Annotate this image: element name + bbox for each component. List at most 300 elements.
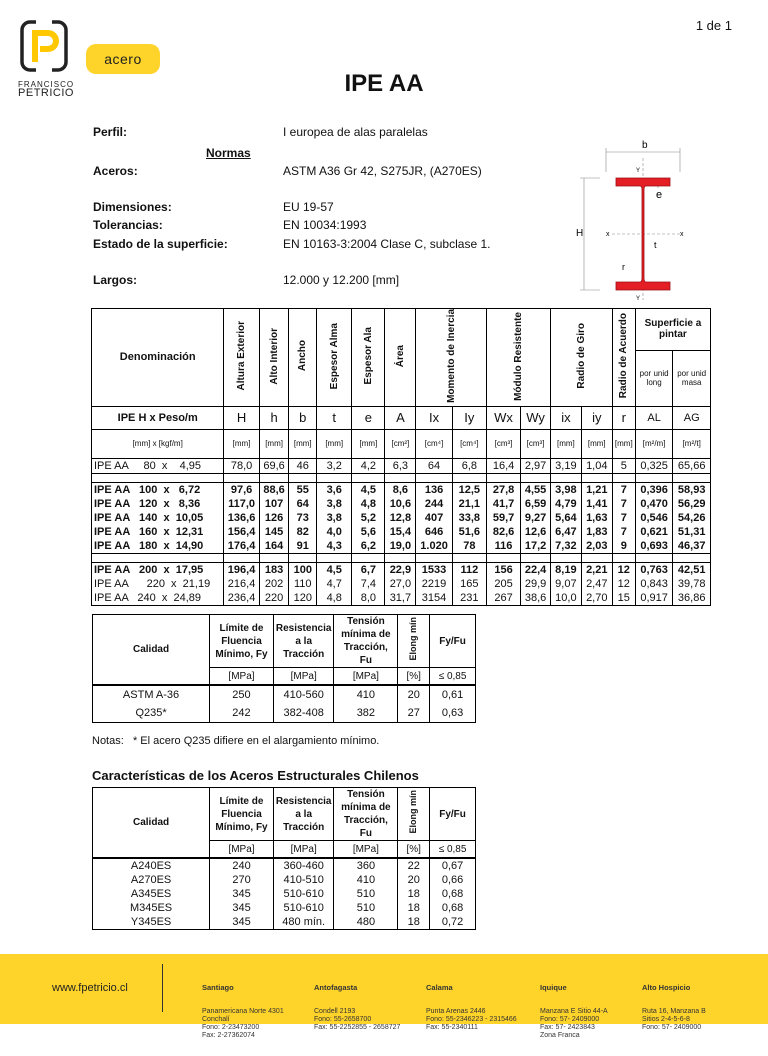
symbol-cell: Ix <box>416 406 452 429</box>
value-cell: 205 <box>486 577 520 591</box>
largos-value: 12.000 y 12.200 [mm] <box>283 273 400 287</box>
value-cell: 1,04 <box>581 458 612 473</box>
value-cell: 107 <box>259 497 289 511</box>
steel-grade-cell: ASTM A-36 <box>93 685 210 704</box>
value-cell: 0,72 <box>430 915 476 930</box>
value-cell: 0,68 <box>430 901 476 915</box>
steel-grade-cell: A270ES <box>93 873 210 887</box>
symbol-cell: e <box>352 406 385 429</box>
col-radio-acuerdo: Radio de Acuerdo <box>618 313 630 399</box>
symbol-cell: r <box>612 406 635 429</box>
value-cell: 7 <box>612 525 635 539</box>
footer <box>0 954 768 1039</box>
symbol-cell: H <box>224 406 259 429</box>
col-por-unid-masa: por unid masa <box>673 350 711 406</box>
value-cell: 27,8 <box>486 482 520 497</box>
estado-label: Estado de la superficie: <box>93 237 228 251</box>
value-cell: 0,66 <box>430 873 476 887</box>
calidad-header: Calidad <box>93 788 210 859</box>
value-cell: 382 <box>334 704 398 723</box>
value-cell: 78,0 <box>224 458 259 473</box>
value-cell: 58,93 <box>673 482 711 497</box>
dimensiones-label: Dimensiones: <box>93 200 172 214</box>
ipe-section-diagram <box>570 130 702 302</box>
table-row <box>92 482 711 497</box>
value-cell: 0,67 <box>430 858 476 873</box>
unit-cell: [mm] <box>612 429 635 458</box>
unit-cell: [mm] <box>581 429 612 458</box>
value-cell: 0,917 <box>635 591 673 606</box>
value-cell: 510-610 <box>273 887 334 901</box>
value-cell: 156,4 <box>224 525 259 539</box>
value-cell: 20 <box>398 873 430 887</box>
value-cell: 97,6 <box>224 482 259 497</box>
resistencia-header: Resistencia a la Tracción <box>273 615 334 668</box>
office-calama <box>426 968 517 1048</box>
symbol-cell: Iy <box>452 406 486 429</box>
unit-cell: [cm³] <box>521 429 551 458</box>
value-cell: 120 <box>289 591 317 606</box>
value-cell: 3,6 <box>317 482 352 497</box>
value-cell: 244 <box>416 497 452 511</box>
website-link[interactable]: www.fpetricio.cl <box>52 982 128 994</box>
value-cell: 231 <box>452 591 486 606</box>
row-spacer <box>92 553 711 562</box>
symbol-cell: b <box>289 406 317 429</box>
value-cell: 240 <box>210 858 274 873</box>
value-cell: 410-510 <box>273 873 334 887</box>
value-cell: 136 <box>416 482 452 497</box>
largos-label: Largos: <box>93 273 138 287</box>
value-cell: 12 <box>612 577 635 591</box>
table-row <box>93 858 476 873</box>
acero-badge: acero <box>86 44 160 74</box>
notes-text: Notas: * El acero Q235 difiere en el alargamiento mínimo. <box>92 735 380 747</box>
value-cell: 12,5 <box>452 482 486 497</box>
value-cell: 4,5 <box>352 482 385 497</box>
value-cell: 0,396 <box>635 482 673 497</box>
value-cell: 6,47 <box>550 525 581 539</box>
value-cell: 31,7 <box>385 591 416 606</box>
value-cell: 1533 <box>416 562 452 577</box>
value-cell: 22 <box>398 858 430 873</box>
table-row <box>93 901 476 915</box>
table-row <box>92 577 711 591</box>
dim-h-label: H <box>576 228 584 239</box>
symbol-cell: IPE H x Peso/m <box>92 406 224 429</box>
unit-cell: [cm⁴] <box>452 429 486 458</box>
value-cell: 10,0 <box>550 591 581 606</box>
value-cell: 202 <box>259 577 289 591</box>
ratio-header: Fy/Fu <box>430 788 476 841</box>
table-row <box>93 873 476 887</box>
brand-line-2: PETRICIO <box>18 87 74 99</box>
steel-grade-cell: A345ES <box>93 887 210 901</box>
office-city: Calama <box>426 983 453 992</box>
value-cell: 250 <box>210 685 274 704</box>
value-cell: 196,4 <box>224 562 259 577</box>
col-espesor-alma: Espesor Alma <box>328 322 340 390</box>
value-cell: 10,6 <box>385 497 416 511</box>
value-cell: 6,7 <box>352 562 385 577</box>
value-cell: 8,0 <box>352 591 385 606</box>
value-cell: 4,79 <box>550 497 581 511</box>
col-por-unid-long: por unid long <box>635 350 673 406</box>
value-cell: 0,68 <box>430 887 476 901</box>
value-cell: 9 <box>612 539 635 554</box>
tolerancias-label: Tolerancias: <box>93 218 163 232</box>
value-cell: 5,64 <box>550 511 581 525</box>
col-espesor-ala: Espesor Ala <box>362 327 374 385</box>
value-cell: 15 <box>612 591 635 606</box>
value-cell: 2,70 <box>581 591 612 606</box>
value-cell: 3,8 <box>317 511 352 525</box>
row-spacer <box>92 473 711 482</box>
value-cell: 4,8 <box>352 497 385 511</box>
value-cell: 4,55 <box>521 482 551 497</box>
value-cell: 2,21 <box>581 562 612 577</box>
value-cell: 29,9 <box>521 577 551 591</box>
value-cell: 4,2 <box>352 458 385 473</box>
calidad-header: Calidad <box>93 615 210 686</box>
unit-cell: [MPa] <box>273 841 334 859</box>
value-cell: 1,63 <box>581 511 612 525</box>
value-cell: 100 <box>289 562 317 577</box>
value-cell: 112 <box>452 562 486 577</box>
value-cell: 54,26 <box>673 511 711 525</box>
symbol-cell: t <box>317 406 352 429</box>
office-city: Antofagasta <box>314 983 358 992</box>
calidad-table-1-body <box>93 685 476 723</box>
table-row <box>92 497 711 511</box>
value-cell: 33,8 <box>452 511 486 525</box>
unit-cell: [mm] <box>289 429 317 458</box>
estado-value: EN 10163-3:2004 Clase C, subclase 1. <box>283 237 491 251</box>
value-cell: 2,97 <box>521 458 551 473</box>
office-city: Iquique <box>540 983 567 992</box>
steel-grade-cell: Q235* <box>93 704 210 723</box>
ratio-header: Fy/Fu <box>430 615 476 668</box>
value-cell: 345 <box>210 901 274 915</box>
col-momento: Momento de Inercia <box>445 309 457 403</box>
value-cell: 18 <box>398 887 430 901</box>
calidad-table-1 <box>92 614 476 723</box>
value-cell: 165 <box>452 577 486 591</box>
value-cell: 646 <box>416 525 452 539</box>
symbol-cell: AL <box>635 406 673 429</box>
value-cell: 0,843 <box>635 577 673 591</box>
unit-cell: [MPa] <box>334 668 398 686</box>
value-cell: 270 <box>210 873 274 887</box>
value-cell: 1,21 <box>581 482 612 497</box>
office-iquique <box>540 968 608 1056</box>
value-cell: 510 <box>334 901 398 915</box>
office-details: Punta Arenas 2446 Fono: 55-2346223 - 2315466 Fax: 55-2340111 <box>426 1008 517 1031</box>
page-number: 1 de 1 <box>695 18 732 33</box>
value-cell: 6,59 <box>521 497 551 511</box>
value-cell: 360 <box>334 858 398 873</box>
value-cell: 176,4 <box>224 539 259 554</box>
value-cell: 19,0 <box>385 539 416 554</box>
value-cell: 2,03 <box>581 539 612 554</box>
value-cell: 65,66 <box>673 458 711 473</box>
value-cell: 2,47 <box>581 577 612 591</box>
value-cell: 64 <box>416 458 452 473</box>
dimensions-table <box>91 308 711 606</box>
office-details: Manzana E Sitio 44-A Fono: 57- 2409000 Fax: 57- 2423843 Zona Franca <box>540 1008 608 1039</box>
aceros-value: ASTM A36 Gr 42, S275JR, (A270ES) <box>283 164 482 178</box>
value-cell: 18 <box>398 915 430 930</box>
unit-cell: [MPa] <box>273 668 334 686</box>
value-cell: 4,7 <box>317 577 352 591</box>
value-cell: 22,4 <box>521 562 551 577</box>
unit-cell: [m²/m] <box>635 429 673 458</box>
value-cell: 46,37 <box>673 539 711 554</box>
table-row <box>93 887 476 901</box>
value-cell: 42,51 <box>673 562 711 577</box>
symbol-cell: iy <box>581 406 612 429</box>
table-row <box>92 562 711 577</box>
value-cell: 7,32 <box>550 539 581 554</box>
value-cell: 22,9 <box>385 562 416 577</box>
elong-header: Elong mín <box>408 790 419 834</box>
value-cell: 480 mín. <box>273 915 334 930</box>
value-cell: 27 <box>398 704 430 723</box>
value-cell: 1.020 <box>416 539 452 554</box>
value-cell: 510 <box>334 887 398 901</box>
value-cell: 0,763 <box>635 562 673 577</box>
units-row <box>92 429 711 458</box>
steel-grade-cell: M345ES <box>93 901 210 915</box>
value-cell: 6,3 <box>385 458 416 473</box>
aceros-label: Aceros: <box>93 164 138 178</box>
value-cell: 0,325 <box>635 458 673 473</box>
tolerancias-value: EN 10034:1993 <box>283 218 367 232</box>
value-cell: 7 <box>612 511 635 525</box>
col-altura: Altura Exterior <box>236 321 248 391</box>
unit-cell: [m²/t] <box>673 429 711 458</box>
dim-b-label: b <box>642 140 648 151</box>
office-alto-hospicio <box>642 968 706 1048</box>
col-radio-giro: Radio de Giro <box>575 323 587 389</box>
value-cell: 16,4 <box>486 458 520 473</box>
profile-name-cell: IPE AA 140 x 10,05 <box>92 511 224 525</box>
value-cell: 410 <box>334 685 398 704</box>
office-city: Alto Hospicio <box>642 983 691 992</box>
symbol-cell: Wx <box>486 406 520 429</box>
value-cell: 0,693 <box>635 539 673 554</box>
profile-name-cell: IPE AA 200 x 17,95 <box>92 562 224 577</box>
symbol-cell: Wy <box>521 406 551 429</box>
value-cell: 64 <box>289 497 317 511</box>
steel-grade-cell: A240ES <box>93 858 210 873</box>
normas-heading: Normas <box>206 146 251 160</box>
table-row <box>93 704 476 723</box>
axis-x-right-label: x <box>680 231 684 238</box>
value-cell: 0,61 <box>430 685 476 704</box>
value-cell: 17,2 <box>521 539 551 554</box>
col-modulo: Módulo Resistente <box>512 311 524 401</box>
axis-x-left-label: x <box>606 231 610 238</box>
unit-cell: ≤ 0,85 <box>430 841 476 859</box>
value-cell: 3154 <box>416 591 452 606</box>
value-cell: 510-610 <box>273 901 334 915</box>
unit-cell: [mm] <box>317 429 352 458</box>
value-cell: 407 <box>416 511 452 525</box>
value-cell: 0,546 <box>635 511 673 525</box>
unit-cell: [%] <box>398 841 430 859</box>
value-cell: 410-560 <box>273 685 334 704</box>
value-cell: 18 <box>398 901 430 915</box>
office-details: Condell 2193 Fono: 55-2658700 Fax: 55-2252855 - 2658727 <box>314 1008 401 1031</box>
perfil-label: Perfil: <box>93 125 128 139</box>
value-cell: 8,6 <box>385 482 416 497</box>
value-cell: 8,19 <box>550 562 581 577</box>
unit-cell: [MPa] <box>334 841 398 859</box>
value-cell: 110 <box>289 577 317 591</box>
table-row <box>93 915 476 930</box>
value-cell: 220 <box>259 591 289 606</box>
axis-y-bottom-label: Y <box>636 296 641 302</box>
value-cell: 4,3 <box>317 539 352 554</box>
value-cell: 20 <box>398 685 430 704</box>
value-cell: 27,0 <box>385 577 416 591</box>
limite-header: Límite de Fluencia Mínimo, Fy <box>210 788 274 841</box>
value-cell: 5 <box>612 458 635 473</box>
value-cell: 116 <box>486 539 520 554</box>
value-cell: 69,6 <box>259 458 289 473</box>
office-antofagasta <box>314 968 400 1048</box>
value-cell: 5,2 <box>352 511 385 525</box>
value-cell: 51,6 <box>452 525 486 539</box>
profile-name-cell: IPE AA 100 x 6,72 <box>92 482 224 497</box>
value-cell: 88,6 <box>259 482 289 497</box>
unit-cell: [mm] <box>259 429 289 458</box>
value-cell: 7,4 <box>352 577 385 591</box>
petricio-logo-icon <box>18 18 70 78</box>
office-details: Panamericana Norte 4301 Conchalí Fono: 2-23473200 Fax: 2-27362074 <box>202 1008 284 1039</box>
value-cell: 36,86 <box>673 591 711 606</box>
value-cell: 0,63 <box>430 704 476 723</box>
unit-cell: [mm] <box>550 429 581 458</box>
value-cell: 1,41 <box>581 497 612 511</box>
perfil-value: I europea de alas paralelas <box>283 125 428 139</box>
unit-cell: [cm²] <box>385 429 416 458</box>
symbol-cell: A <box>385 406 416 429</box>
value-cell: 38,6 <box>521 591 551 606</box>
col-superficie: Superficie a pintar <box>635 309 710 351</box>
dimensiones-value: EU 19-57 <box>283 200 334 214</box>
dim-e-label: e <box>656 189 663 201</box>
value-cell: 4,5 <box>317 562 352 577</box>
value-cell: 345 <box>210 887 274 901</box>
value-cell: 2219 <box>416 577 452 591</box>
value-cell: 12,6 <box>521 525 551 539</box>
profile-name-cell: IPE AA 220 x 21,19 <box>92 577 224 591</box>
table-row <box>92 591 711 606</box>
symbol-cell: ix <box>550 406 581 429</box>
value-cell: 7 <box>612 482 635 497</box>
dim-r-label: r <box>622 262 625 272</box>
unit-cell: [MPa] <box>210 841 274 859</box>
value-cell: 3,19 <box>550 458 581 473</box>
value-cell: 126 <box>259 511 289 525</box>
value-cell: 56,29 <box>673 497 711 511</box>
table-row <box>92 458 711 473</box>
unit-cell: [cm⁴] <box>416 429 452 458</box>
table-row <box>92 525 711 539</box>
value-cell: 360-460 <box>273 858 334 873</box>
value-cell: 82 <box>289 525 317 539</box>
value-cell: 55 <box>289 482 317 497</box>
symbol-cell: AG <box>673 406 711 429</box>
value-cell: 9,27 <box>521 511 551 525</box>
value-cell: 73 <box>289 511 317 525</box>
office-santiago <box>202 968 284 1056</box>
resistencia-header: Resistencia a la Tracción <box>273 788 334 841</box>
symbol-row <box>92 406 711 429</box>
value-cell: 267 <box>486 591 520 606</box>
value-cell: 12 <box>612 562 635 577</box>
calidad-table-2-body <box>93 858 476 930</box>
table-row <box>93 685 476 704</box>
value-cell: 480 <box>334 915 398 930</box>
value-cell: 117,0 <box>224 497 259 511</box>
col-denominacion: Denominación <box>92 309 224 407</box>
value-cell: 51,31 <box>673 525 711 539</box>
value-cell: 0,621 <box>635 525 673 539</box>
value-cell: 216,4 <box>224 577 259 591</box>
col-alto: Alto Interior <box>268 327 280 385</box>
footer-divider <box>162 964 163 1012</box>
value-cell: 345 <box>210 915 274 930</box>
page-title: IPE AA <box>344 70 424 97</box>
value-cell: 4,0 <box>317 525 352 539</box>
value-cell: 59,7 <box>486 511 520 525</box>
profile-name-cell: IPE AA 160 x 12,31 <box>92 525 224 539</box>
value-cell: 39,78 <box>673 577 711 591</box>
tension-header: Tensión mínima de Tracción, Fu <box>334 615 398 668</box>
unit-cell: [cm³] <box>486 429 520 458</box>
unit-cell: ≤ 0,85 <box>430 668 476 686</box>
profile-name-cell: IPE AA 240 x 24,89 <box>92 591 224 606</box>
value-cell: 15,4 <box>385 525 416 539</box>
value-cell: 136,6 <box>224 511 259 525</box>
unit-cell: [mm] <box>224 429 259 458</box>
tension-header: Tensión mínima de Tracción, Fu <box>334 788 398 841</box>
value-cell: 78 <box>452 539 486 554</box>
value-cell: 6,2 <box>352 539 385 554</box>
value-cell: 0,470 <box>635 497 673 511</box>
brand-line-1: FRANCISCO <box>18 80 75 89</box>
value-cell: 6,8 <box>452 458 486 473</box>
profile-name-cell: IPE AA 180 x 14,90 <box>92 539 224 554</box>
symbol-cell: h <box>259 406 289 429</box>
calidad-table-2 <box>92 787 476 930</box>
steel-grade-cell: Y345ES <box>93 915 210 930</box>
dim-t-label: t <box>654 240 657 250</box>
value-cell: 21,1 <box>452 497 486 511</box>
value-cell: 242 <box>210 704 274 723</box>
axis-y-top-label: Y <box>636 168 641 174</box>
value-cell: 82,6 <box>486 525 520 539</box>
table-row <box>92 539 711 554</box>
elong-header: Elong mín <box>408 617 419 661</box>
value-cell: 3,98 <box>550 482 581 497</box>
value-cell: 156 <box>486 562 520 577</box>
value-cell: 46 <box>289 458 317 473</box>
value-cell: 9,07 <box>550 577 581 591</box>
